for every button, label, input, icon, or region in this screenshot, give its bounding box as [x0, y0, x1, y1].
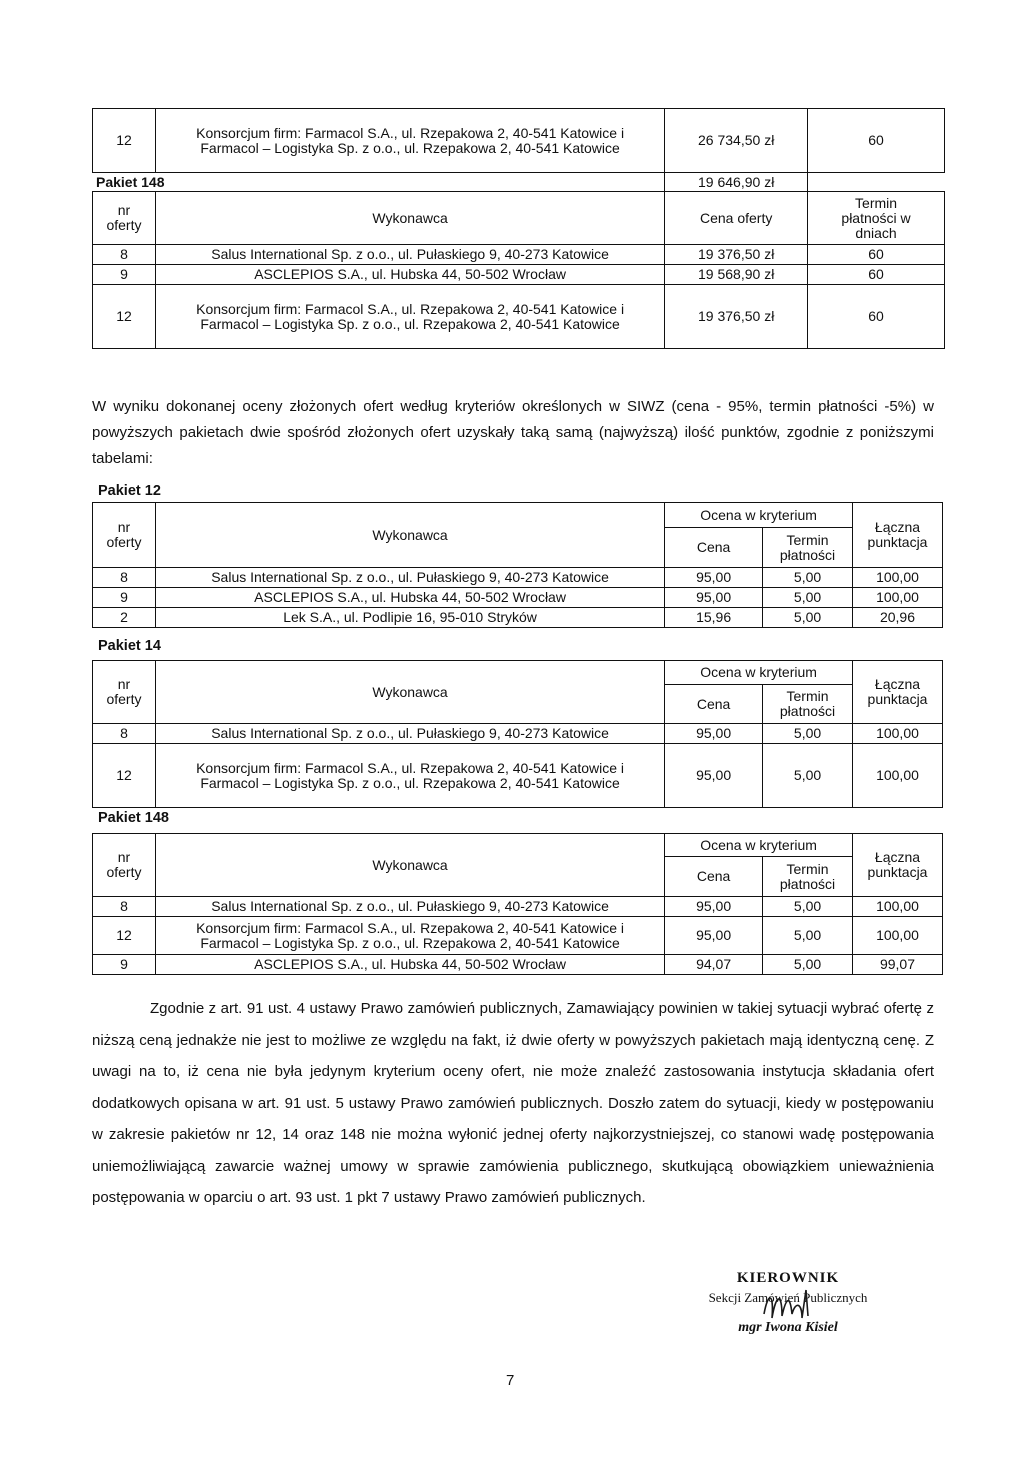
total-score: 100,00 — [853, 917, 943, 955]
package-14-table — [92, 660, 943, 808]
contractor-cell: Salus International Sp. z o.o., ul. Pułaskiego 9, 40-273 Katowice — [155, 568, 664, 588]
header-price: Cena oferty — [665, 192, 808, 245]
header-offer-number — [93, 661, 156, 724]
header-payment-term — [763, 528, 853, 568]
page-number: 7 — [506, 1372, 515, 1389]
header-criterion: Ocena w kryterium — [665, 834, 853, 857]
term-score: 5,00 — [763, 568, 853, 588]
header-text: nr — [117, 849, 131, 865]
package-label: Pakiet 148 — [93, 173, 665, 192]
header-price: Cena — [665, 685, 763, 724]
top-offers-table — [92, 108, 945, 349]
header-text: Termin — [855, 194, 898, 211]
price-score: 15,96 — [665, 608, 763, 628]
offer-number: 12 — [93, 285, 156, 349]
package-148-table — [92, 833, 943, 975]
offer-number: 12 — [93, 744, 156, 808]
table-row — [93, 285, 945, 349]
price-score: 95,00 — [665, 724, 763, 744]
table-row — [93, 608, 943, 628]
price-score: 95,00 — [665, 917, 763, 955]
handwritten-signature-icon — [758, 1284, 828, 1329]
header-contractor: Wykonawca — [155, 503, 664, 568]
contractor-cell — [155, 285, 664, 349]
contractor-cell: Salus International Sp. z o.o., ul. Pułaskiego 9, 40-273 Katowice — [155, 724, 664, 744]
contractor-cell: ASCLEPIOS S.A., ul. Hubska 44, 50-502 Wrocław — [155, 588, 664, 608]
table-row — [93, 917, 943, 955]
table-header-row — [93, 503, 943, 528]
header-text: Termin — [786, 688, 829, 704]
paragraph-evaluation: W wyniku dokonanej oceny złożonych ofert według kryteriów określonych w SIWZ (cena - 95%, termin płatności -5%) w powyższych pakietach dwie spośród złożonych ofert uzyskały taką samą (najwyższą) ilość punktów, zgodnie z poniższymi tabelami: — [92, 398, 934, 467]
header-text: płatności — [779, 703, 836, 719]
price-cell: 26 734,50 zł — [665, 109, 808, 173]
price-cell: 19 376,50 zł — [665, 245, 808, 265]
package-12-table — [92, 502, 943, 628]
offer-number: 8 — [93, 724, 156, 744]
price-cell: 19 376,50 zł — [665, 285, 808, 349]
header-text: punktacja — [867, 691, 928, 707]
header-total — [853, 661, 943, 724]
total-score: 100,00 — [853, 568, 943, 588]
price-score: 95,00 — [665, 588, 763, 608]
header-text: płatności — [779, 546, 836, 563]
header-text: oferty — [106, 864, 142, 880]
package-148-label: Pakiet 148 — [98, 810, 169, 826]
contractor-line: Konsorcjum firm: Farmacol S.A., ul. Rzepakowa 2, 40-541 Katowice i — [196, 300, 625, 317]
stamp-title: KIEROWNIK — [736, 1270, 840, 1286]
offer-number: 8 — [93, 568, 156, 588]
contractor-cell: Salus International Sp. z o.o., ul. Pułaskiego 9, 40-273 Katowice — [155, 245, 664, 265]
payment-term-cell: 60 — [808, 265, 945, 285]
total-score: 100,00 — [853, 744, 943, 808]
payment-term-cell: 60 — [808, 245, 945, 265]
contractor-line: Farmacol – Logistyka Sp. z o.o., ul. Rzepakowa 2, 40-541 Katowice — [200, 315, 620, 332]
table-row — [93, 245, 945, 265]
table-row — [93, 897, 943, 917]
term-score: 5,00 — [763, 608, 853, 628]
table-row — [93, 588, 943, 608]
header-price: Cena — [665, 528, 763, 568]
header-total — [853, 834, 943, 897]
contractor-cell: Salus International Sp. z o.o., ul. Pułaskiego 9, 40-273 Katowice — [155, 897, 664, 917]
term-score: 5,00 — [763, 917, 853, 955]
price-score: 95,00 — [665, 744, 763, 808]
table-row — [93, 265, 945, 285]
offer-number: 2 — [93, 608, 156, 628]
header-contractor: Wykonawca — [155, 834, 664, 897]
header-contractor: Wykonawca — [155, 192, 664, 245]
header-text: płatności — [779, 875, 836, 892]
offer-number: 8 — [93, 245, 156, 265]
table-row — [93, 744, 943, 808]
header-text: punktacja — [867, 864, 928, 880]
term-score: 5,00 — [763, 744, 853, 808]
header-text: punktacja — [867, 534, 928, 550]
contractor-cell — [155, 917, 664, 955]
empty-cell — [808, 173, 945, 192]
package-12-label: Pakiet 12 — [98, 483, 161, 499]
payment-term-cell: 60 — [808, 285, 945, 349]
total-score: 99,07 — [853, 955, 943, 975]
term-score: 5,00 — [763, 955, 853, 975]
offer-number: 9 — [93, 588, 156, 608]
offer-number: 12 — [93, 917, 156, 955]
header-price: Cena — [665, 857, 763, 897]
contractor-cell: ASCLEPIOS S.A., ul. Hubska 44, 50-502 Wrocław — [155, 955, 664, 975]
header-text: Termin — [786, 531, 829, 548]
price-cell: 19 568,90 zł — [665, 265, 808, 285]
total-score: 100,00 — [853, 724, 943, 744]
contractor-line: Konsorcjum firm: Farmacol S.A., ul. Rzepakowa 2, 40-541 Katowice i — [196, 919, 625, 936]
contractor-line: Konsorcjum firm: Farmacol S.A., ul. Rzepakowa 2, 40-541 Katowice i — [196, 124, 625, 141]
contractor-cell: ASCLEPIOS S.A., ul. Hubska 44, 50-502 Wrocław — [155, 265, 664, 285]
header-offer-number — [93, 503, 156, 568]
header-offer-number — [93, 192, 156, 245]
header-text: Termin — [786, 860, 829, 877]
contractor-line: Konsorcjum firm: Farmacol S.A., ul. Rzepakowa 2, 40-541 Katowice i — [196, 759, 625, 776]
package-value: 19 646,90 zł — [665, 173, 808, 192]
price-score: 95,00 — [665, 568, 763, 588]
table-header-row — [93, 661, 943, 685]
term-score: 5,00 — [763, 897, 853, 917]
contractor-cell — [155, 109, 664, 173]
contractor-line: Farmacol – Logistyka Sp. z o.o., ul. Rzepakowa 2, 40-541 Katowice — [200, 934, 620, 951]
package-14-label: Pakiet 14 — [98, 638, 161, 654]
contractor-cell: Lek S.A., ul. Podlipie 16, 95-010 Stryków — [155, 608, 664, 628]
header-text: oferty — [106, 691, 142, 707]
header-text: oferty — [106, 217, 142, 233]
header-text: nr — [117, 519, 131, 535]
contractor-line: Farmacol – Logistyka Sp. z o.o., ul. Rzepakowa 2, 40-541 Katowice — [200, 774, 620, 791]
header-payment-term — [763, 857, 853, 897]
signature-stamp — [678, 1270, 898, 1340]
header-text: nr — [117, 676, 131, 692]
header-offer-number — [93, 834, 156, 897]
header-criterion: Ocena w kryterium — [665, 661, 853, 685]
header-criterion: Ocena w kryterium — [665, 503, 853, 528]
header-total — [853, 503, 943, 568]
offer-number: 9 — [93, 265, 156, 285]
header-text: płatności w — [841, 209, 911, 226]
stamp-department: Sekcji Zamówień Publicznych — [708, 1290, 868, 1305]
contractor-cell — [155, 744, 664, 808]
term-score: 5,00 — [763, 724, 853, 744]
header-text: nr — [117, 202, 131, 218]
header-payment-term — [763, 685, 853, 724]
table-row — [93, 955, 943, 975]
stamp-signatory: mgr Iwona Kisiel — [738, 1320, 838, 1335]
offer-number: 9 — [93, 955, 156, 975]
header-text: oferty — [106, 534, 142, 550]
header-text: Łączna — [874, 519, 921, 535]
header-contractor: Wykonawca — [155, 661, 664, 724]
total-score: 100,00 — [853, 897, 943, 917]
header-text: dniach — [855, 224, 897, 241]
price-score: 94,07 — [665, 955, 763, 975]
term-score: 5,00 — [763, 588, 853, 608]
table-row — [93, 724, 943, 744]
offer-number: 12 — [93, 109, 156, 173]
total-score: 100,00 — [853, 588, 943, 608]
package-row — [93, 173, 945, 192]
price-score: 95,00 — [665, 897, 763, 917]
payment-term-cell: 60 — [808, 109, 945, 173]
table-row — [93, 109, 945, 173]
table-row — [93, 568, 943, 588]
contractor-line: Farmacol – Logistyka Sp. z o.o., ul. Rzepakowa 2, 40-541 Katowice — [200, 139, 620, 156]
header-payment-term — [808, 192, 945, 245]
offer-number: 8 — [93, 897, 156, 917]
table-header-row — [93, 192, 945, 245]
table-header-row — [93, 834, 943, 857]
total-score: 20,96 — [853, 608, 943, 628]
header-text: Łączna — [874, 676, 921, 692]
header-text: Łączna — [874, 849, 921, 865]
paragraph-conclusion: Zgodnie z art. 91 ust. 4 ustawy Prawo zamówień publicznych, Zamawiający powinien w takiej sytuacji wybrać ofertę z niższą ceną jednakże nie jest to możliwe ze względu na fakt, iż dwie oferty w powyższych pakietach mają identyczną cenę. Z uwagi na to, iż cena nie była jedynym kryterium oceny ofert, nie może znaleźć zastosowania instytucja składania ofert dodatkowych opisana w art. 91 ust. 5 ustawy Prawo zamówień publicznych. Doszło zatem do sytuacji, kiedy w postępowaniu w zakresie pakietów nr 12, 14 oraz 148 nie można wyłonić jednej oferty najkorzystniejszej, co stanowi wadę postępowania uniemożliwiającą zawarcie ważnej umowy w sprawie zamówienia publicznego, skutkującą obowiązkiem unieważnienia postępowania w oparciu o art. 93 ust. 1 pkt 7 ustawy Prawo zamówień publicznych. — [92, 1000, 934, 1206]
